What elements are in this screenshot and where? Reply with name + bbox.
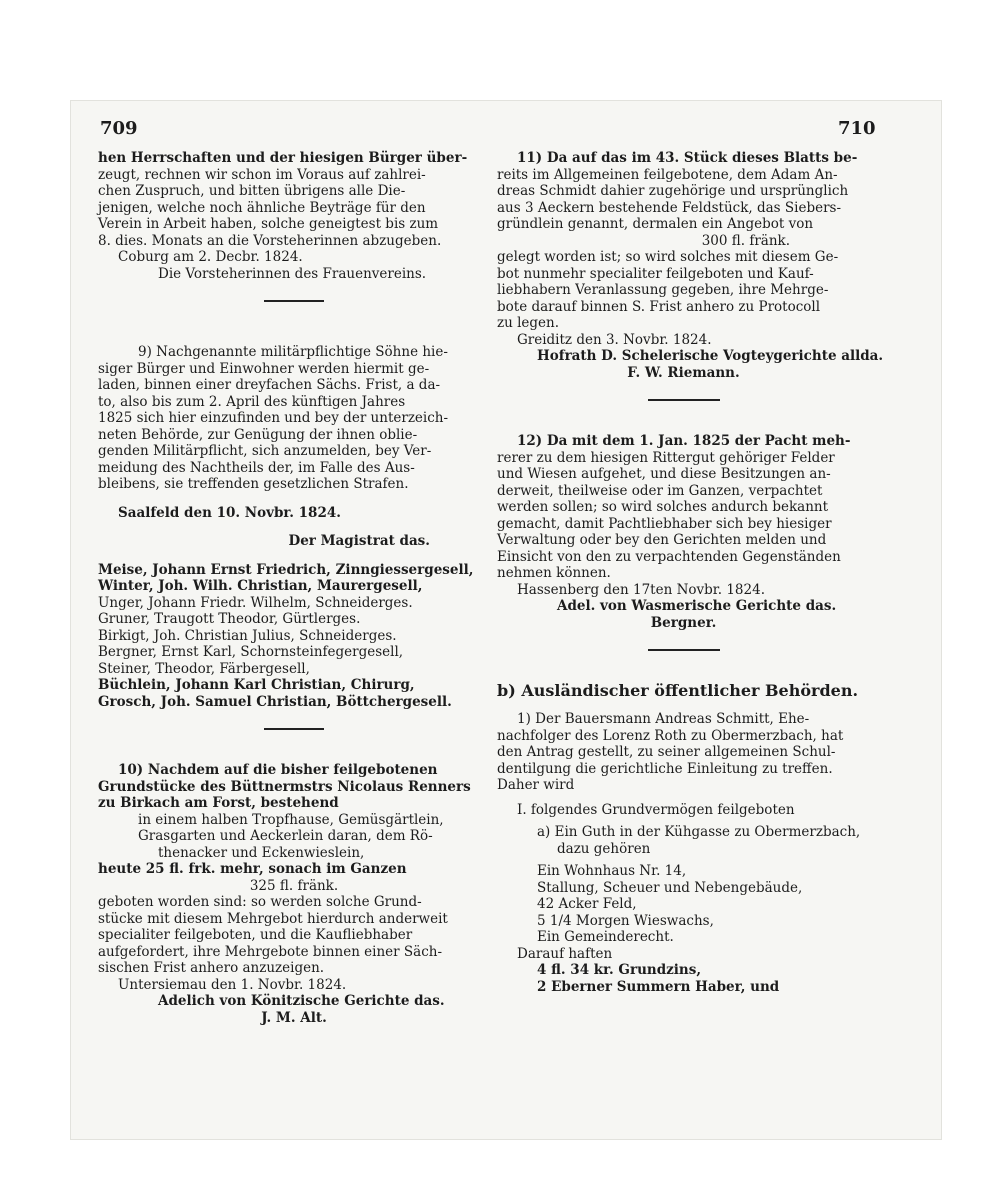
text-line: bote darauf binnen S. Frist anhero zu Protocoll bbox=[497, 298, 821, 315]
signature-name: F. W. Riemann. bbox=[627, 364, 740, 381]
text-line: laden, binnen einer dreyfachen Sächs. Frist, a da- bbox=[98, 377, 441, 393]
text-line: und Wiesen aufgehet, und diese Besitzungen an- bbox=[497, 466, 831, 482]
text-line: zu legen. bbox=[497, 315, 560, 331]
section-top-text bbox=[98, 150, 490, 282]
text-line: hen Herrschaften und der hiesigen Bürger über- bbox=[98, 150, 468, 166]
place-date: Coburg am 2. Decbr. 1824. bbox=[118, 249, 303, 265]
section-11 bbox=[497, 150, 884, 381]
text-line: zeugt, rechnen wir schon im Voraus auf zahlrei- bbox=[98, 166, 426, 183]
name-entry: Meise, Johann Ernst Friedrich, Zinngiessergesell, bbox=[98, 561, 474, 578]
text-line: 10) Nachdem auf die bisher feilgebotenen bbox=[118, 762, 438, 778]
name-entry: Birkigt, Joh. Christian Julius, Schneiderges. bbox=[98, 627, 397, 644]
list-item: Stallung, Scheuer und Nebengebäude, bbox=[537, 879, 803, 896]
text-line: nehmen können. bbox=[497, 565, 611, 581]
signature: Die Vorsteherinnen des Frauenvereins. bbox=[158, 265, 427, 282]
list-item: Ein Wohnhaus Nr. 14, bbox=[537, 863, 687, 879]
list-item: 42 Acker Feld, bbox=[537, 896, 637, 912]
text-line: Darauf haften bbox=[517, 945, 613, 962]
signature-name: Bergner. bbox=[650, 614, 717, 631]
text-line: 11) Da auf das im 43. Stück dieses Blatts be- bbox=[517, 150, 858, 166]
text-line: Grundstücke des Büttnermstrs Nicolaus Renners bbox=[98, 778, 471, 795]
divider-rule bbox=[648, 399, 720, 401]
text-line: 1) Der Bauersmann Andreas Schmitt, Ehe- bbox=[517, 711, 810, 727]
list-item: Ein Gemeinderecht. bbox=[537, 929, 674, 945]
divider-rule bbox=[264, 728, 324, 730]
section-9 bbox=[98, 344, 490, 710]
text-line: Einsicht von den zu verpachtenden Gegenständen bbox=[497, 548, 841, 565]
text-line: werden sollen; so wird solches andurch bekannt bbox=[497, 499, 829, 515]
text-line: Verein in Arbeit haben, solche geneigtest bis zum bbox=[98, 216, 439, 232]
text-line: Daher wird bbox=[497, 777, 575, 793]
text-line: aufgefordert, ihre Mehrgebote binnen einer Säch- bbox=[98, 943, 443, 960]
text-line: I. folgendes Grundvermögen feilgeboten bbox=[517, 801, 795, 818]
name-entry: Büchlein, Johann Karl Christian, Chirurg, bbox=[98, 677, 415, 693]
signature: Adelich von Könitzische Gerichte das. bbox=[158, 993, 445, 1009]
text-line: geboten worden sind: so werden solche Grund- bbox=[98, 894, 422, 910]
text-line: jenigen, welche noch ähnliche Beyträge für den bbox=[98, 199, 426, 216]
signature: Der Magistrat das. bbox=[288, 533, 430, 549]
text-line: liebhabern Veranlassung gegeben, ihre Mehrge- bbox=[497, 282, 829, 298]
list-item: 5 1/4 Morgen Wieswachs, bbox=[537, 912, 714, 929]
text-line: aus 3 Aeckern bestehende Feldstück, das Siebers- bbox=[497, 199, 842, 216]
name-entry: Bergner, Ernst Karl, Schornsteinfegergesell, bbox=[98, 644, 404, 660]
amount: 300 fl. fränk. bbox=[701, 232, 790, 249]
text-line: dazu gehören bbox=[557, 840, 651, 857]
name-entry: Unger, Johann Friedr. Wilhelm, Schneiderges. bbox=[98, 594, 413, 611]
section-12 bbox=[497, 433, 870, 631]
text-line: gemacht, damit Pachtliebhaber sich bey hiesiger bbox=[497, 515, 832, 532]
text-line: nachfolger des Lorenz Roth zu Obermerzbach, hat bbox=[497, 727, 844, 744]
name-entry: Steiner, Theodor, Färbergesell, bbox=[98, 660, 310, 677]
amount: 325 fl. fränk. bbox=[249, 877, 339, 894]
text-line: heute 25 fl. frk. mehr, sonach im Ganzen bbox=[98, 861, 407, 877]
text-line: genden Militärpflicht, sich anzumelden, bey Ver- bbox=[98, 443, 432, 459]
text-line: 12) Da mit dem 1. Jan. 1825 der Pacht meh- bbox=[517, 433, 851, 449]
text-line: zu Birkach am Forst, bestehend bbox=[98, 795, 339, 811]
text-line: meidung des Nachtheils der, im Falle des Aus- bbox=[98, 459, 415, 476]
text-line: 8. dies. Monats an die Vorsteherinnen abzugeben. bbox=[98, 232, 442, 249]
left-column bbox=[98, 150, 490, 1026]
text-line: 1825 sich hier einzufinden und bey der unterzeich- bbox=[98, 410, 449, 426]
section-b bbox=[497, 683, 870, 995]
signature: Adel. von Wasmerische Gerichte das. bbox=[557, 598, 837, 614]
list-item: 2 Eberner Summern Haber, und bbox=[537, 978, 780, 995]
signature-name: J. M. Alt. bbox=[261, 1009, 327, 1026]
divider-rule bbox=[648, 649, 720, 651]
name-entry: Gruner, Traugott Theodor, Gürtlerges. bbox=[98, 611, 361, 627]
right-column bbox=[497, 150, 884, 995]
text-line: neten Behörde, zur Genügung der ihnen oblie- bbox=[98, 426, 418, 443]
text-line: bot nunmehr specialiter feilgeboten und Kauf- bbox=[497, 265, 814, 282]
place-date: Greiditz den 3. Novbr. 1824. bbox=[517, 331, 712, 348]
text-line: dreas Schmidt dahier zugehörige und ursprünglich bbox=[497, 183, 849, 199]
signature: Hofrath D. Schelerische Vogteygerichte allda. bbox=[537, 348, 884, 364]
text-line: derweit, theilweise oder im Ganzen, verpachtet bbox=[497, 482, 823, 499]
text-line: rerer zu dem hiesigen Rittergut gehöriger Felder bbox=[497, 449, 835, 466]
list-item: 4 fl. 34 kr. Grundzins, bbox=[537, 962, 702, 978]
text-line: specialiter feilgeboten, und die Kaufliebhaber bbox=[98, 927, 413, 943]
text-line: a) Ein Guth in der Kühgasse zu Obermerzbach, bbox=[537, 824, 861, 840]
text-line: gelegt worden ist; so wird solches mit diesem Ge- bbox=[497, 249, 839, 265]
text-line: stücke mit diesem Mehrgebot hierdurch anderweit bbox=[98, 910, 448, 927]
text-line: Grasgarten und Aeckerlein daran, dem Rö- bbox=[138, 828, 433, 844]
text-line: thenacker und Eckenwieslein, bbox=[158, 844, 365, 861]
text-line: Verwaltung oder bey den Gerichten melden und bbox=[497, 532, 827, 548]
text-line: bleibens, sie treffenden gesetzlichen Strafen. bbox=[98, 476, 409, 492]
text-line: in einem halben Tropfhause, Gemüsgärtlein, bbox=[138, 811, 444, 828]
text-line: siger Bürger und Einwohner werden hiermit ge- bbox=[98, 360, 430, 377]
divider-rule bbox=[264, 300, 324, 302]
text-line: sischen Frist anhero anzuzeigen. bbox=[98, 960, 325, 976]
text-line: den Antrag gestellt, zu seiner allgemeinen Schul- bbox=[497, 744, 836, 760]
place-date: Hassenberg den 17ten Novbr. 1824. bbox=[517, 581, 765, 598]
name-entry: Grosch, Joh. Samuel Christian, Böttchergesell. bbox=[98, 693, 452, 710]
page-number-right: 710 bbox=[838, 118, 876, 139]
text-line: to, also bis zum 2. April des künftigen Jahres bbox=[98, 393, 406, 410]
section-10 bbox=[98, 762, 490, 1026]
place-date: Untersiemau den 1. Novbr. 1824. bbox=[118, 976, 347, 993]
section-heading: b) Ausländischer öffentlicher Behörden. bbox=[497, 681, 859, 700]
place-date: Saalfeld den 10. Novbr. 1824. bbox=[118, 504, 341, 521]
text-line: 9) Nachgenannte militärpflichtige Söhne hie- bbox=[138, 344, 448, 360]
name-entry: Winter, Joh. Wilh. Christian, Maurergesell, bbox=[98, 578, 423, 594]
text-line: reits im Allgemeinen feilgebotene, dem Adam An- bbox=[497, 166, 838, 183]
text-line: gründlein genannt, dermalen ein Angebot von bbox=[497, 216, 814, 232]
text-line: dentilgung die gerichtliche Einleitung zu treffen. bbox=[497, 760, 833, 777]
text-line: chen Zuspruch, und bitten übrigens alle Die- bbox=[98, 183, 406, 199]
page-number-left: 709 bbox=[100, 118, 138, 139]
